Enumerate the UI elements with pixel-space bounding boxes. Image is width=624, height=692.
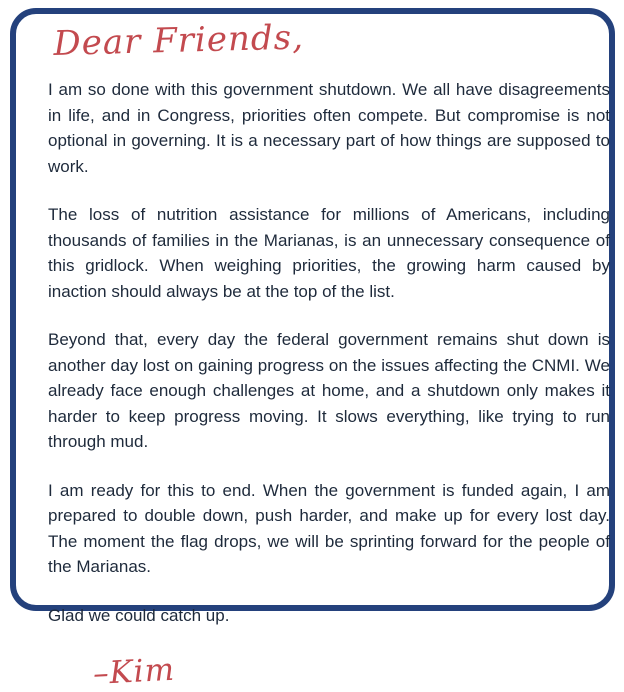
- letter-greeting: Dear Friends,: [52, 17, 305, 64]
- signature: –Kim: [92, 652, 176, 692]
- letter-paragraph-progress: Beyond that, every day the federal government remains shut down is another day lost on gaining progress on the issues affecting the CNMI. We already face enough challenges at home, and a shutdown only makes it harder to keep progress moving. It slows everything, like trying to run through mud.: [48, 330, 610, 452]
- letter-paragraph-nutrition: The loss of nutrition assistance for millions of Americans, including thousands of families in the Marianas, is an unnecessary consequence of this gridlock. When weighing priorities, the growing harm caused by inaction should always be at the top of the list.: [48, 205, 610, 301]
- letter-paragraph-ready: I am ready for this to end. When the government is funded again, I am prepared to double down, push harder, and make up for every lost day. The moment the flag drops, we will be sprinting forward for the people of the Marianas.: [48, 480, 610, 577]
- letter-closing: Glad we could catch up.: [48, 605, 230, 625]
- letter-paragraph-shutdown: I am so done with this government shutdown. We all have disagreements in life, and in Congress, priorities often compete. But compromise is not optional in governing. It is a necessary part of how things are supposed to work.: [48, 80, 610, 176]
- letter-card: [10, 8, 615, 692]
